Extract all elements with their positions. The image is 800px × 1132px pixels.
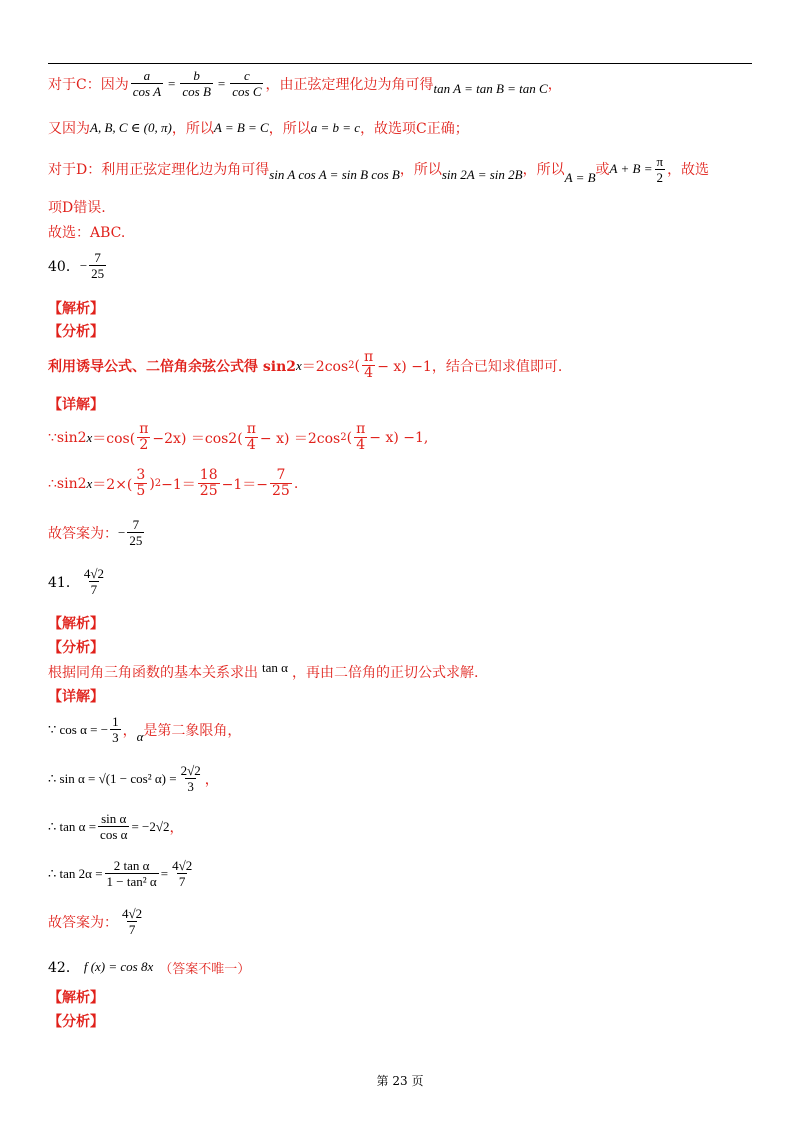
q40-answer: 故答案为： − $\frac{7}{25}$ bbox=[48, 517, 143, 548]
q41-answer-fraction: $\frac{4√2}{7}$ bbox=[83, 566, 104, 597]
q40-xiangjie: 【详解】 bbox=[48, 397, 104, 413]
math-expression: sin A cos A = sin B cos B bbox=[269, 167, 400, 182]
math-expression: f (x) = cos 8x bbox=[83, 959, 154, 974]
q40-step-1: ∵sin2 x ＝cos( $\frac{\pi}{2}$ −2x) ＝cos2( $\frac{\pi}{4}$ − x) ＝2cos 2 ( $\frac{\pi}{4}$ − x) −1, bbox=[48, 421, 429, 453]
text: ，故选项C正确； bbox=[360, 121, 469, 137]
fraction-pi-2: $\frac{\pi}{2}$ bbox=[139, 421, 149, 453]
q40-jiexi: 【解析】 bbox=[48, 301, 104, 317]
q42-heading bbox=[48, 957, 250, 977]
fraction-c-cosC: $\frac{c}{\text{cos C}}$ bbox=[232, 68, 262, 99]
fraction-2sqrt2-3: $\frac{2√2}{3}$ bbox=[180, 763, 201, 794]
fraction-3-5: $\frac{3}{5}$ bbox=[136, 467, 146, 499]
text: ，故选 bbox=[667, 162, 710, 178]
fraction-7-25: $\frac{7}{25}$ bbox=[272, 467, 290, 499]
q40-step-2: ∴sin2 x ＝2×( $\frac{3}{5}$ ) 2 −1＝ $\frac{18}{25}$ −1＝− $\frac{7}{25}$ . bbox=[48, 467, 299, 499]
text: 项D错误. bbox=[48, 200, 106, 216]
fraction-1-3: $\frac{1}{3}$ bbox=[112, 714, 119, 745]
text: 故选：ABC. bbox=[48, 225, 126, 241]
note: （答案不唯一） bbox=[159, 961, 251, 977]
q41-step-3: ∴ tan α = $\frac{\text{sin α}}{\text{cos α}}$ = −2√2 ， bbox=[48, 811, 184, 842]
text: ，所以 bbox=[171, 121, 214, 137]
question-number: 40． bbox=[48, 258, 80, 275]
q41-step-1: ∵ cos α = − $\frac{1}{3}$ ， α 是第二象限角， bbox=[48, 714, 242, 745]
q40-answer-fraction: $\frac{7}{25}$ bbox=[91, 250, 105, 281]
fraction-pi-4: $\frac{\pi}{4}$ bbox=[356, 421, 366, 453]
math-expression: A = B = C bbox=[213, 120, 269, 135]
q41-heading bbox=[48, 566, 108, 597]
text: ，所以 bbox=[399, 162, 442, 178]
q41-step-2: ∴ sin α = √(1 − cos² α) = $\frac{2√2}{3}$ ， bbox=[48, 763, 219, 794]
text: 或 bbox=[595, 162, 610, 178]
math-expression: a = b = c bbox=[310, 120, 361, 135]
q41-jiexi: 【解析】 bbox=[48, 616, 104, 632]
q41-fenxi: 【分析】 bbox=[48, 640, 104, 656]
q40-heading bbox=[48, 250, 108, 281]
q42-fenxi: 【分析】 bbox=[48, 1014, 104, 1030]
fraction-b-cosB: $\frac{b}{\text{cos B}}$ bbox=[182, 68, 211, 99]
fraction-sin-cos: $\frac{\text{sin α}}{\text{cos α}}$ bbox=[100, 811, 128, 842]
text: 又因为 bbox=[48, 121, 90, 137]
q41-answer: 故答案为： $\frac{4√2}{7}$ bbox=[48, 906, 143, 937]
q42-jiexi: 【解析】 bbox=[48, 990, 104, 1006]
fraction-pi-2: $\frac{\pi}{2}$ bbox=[656, 153, 664, 185]
fraction-18-25: $\frac{18}{25}$ bbox=[199, 467, 218, 499]
math-expression: sin 2A = sin 2B bbox=[441, 167, 523, 182]
math-expression: A, B, C ∈ (0, π) bbox=[90, 120, 172, 135]
question-number: 41． bbox=[48, 574, 80, 591]
q40-analysis: 利用诱导公式、二倍角余弦公式得 sin2 x ＝2cos 2 ( $\frac{\pi}{4}$ − x) −1，结合已知求值即可. bbox=[48, 349, 563, 381]
q41-step-4: ∴ tan 2α = $\frac{\text{2 tan α}}{\text{1 − tan² α}}$ = $\frac{4√2}{7}$ bbox=[48, 858, 193, 889]
option-c-line-2 bbox=[48, 118, 469, 138]
text: ，由正弦定理化边为角可得 bbox=[265, 76, 434, 93]
q41-answer-fraction: $\frac{4√2}{7}$ bbox=[122, 906, 143, 937]
text: 对于C：因为 bbox=[48, 76, 129, 93]
option-d-line bbox=[48, 152, 709, 186]
fraction-pi-4: $\frac{\pi}{4}$ bbox=[246, 421, 256, 453]
fraction-4sqrt2-7: $\frac{4√2}{7}$ bbox=[172, 858, 193, 889]
fraction-2tan-1mtan2: $\frac{\text{2 tan α}}{\text{1 − tan² α}}$ bbox=[106, 858, 157, 889]
math-expression: A + B = bbox=[609, 161, 653, 176]
math-expression: tan A = tan B = tan C bbox=[433, 80, 548, 96]
question-number: 42． bbox=[48, 960, 80, 976]
page-number: 第 23 页 bbox=[376, 1074, 424, 1088]
option-d-line-2 bbox=[48, 197, 106, 217]
text: ， bbox=[547, 76, 562, 93]
header-rule bbox=[48, 63, 752, 64]
text: ，所以 bbox=[268, 121, 311, 137]
q41-xiangjie: 【详解】 bbox=[48, 689, 104, 705]
choice-line bbox=[48, 222, 125, 242]
option-c-line: 对于C：因为 $\frac{a}{\text{cos A}}$ = $\frac{b}{\text{cos B}}$ = $\frac{c}{\text{cos C}}$ ，由正弦定理化边为角可得 tan A = tan B = tan C ， bbox=[48, 68, 562, 99]
q41-analysis: 根据同角三角函数的基本关系求出 tan α ，再由二倍角的正切公式求解. bbox=[48, 660, 479, 681]
fraction-pi-4: $\frac{\pi}{4}$ bbox=[364, 349, 374, 381]
q40-fenxi: 【分析】 bbox=[48, 324, 104, 340]
minus-sign: − bbox=[79, 257, 88, 273]
text: 对于D：利用正弦定理化边为角可得 bbox=[48, 162, 270, 178]
fraction-a-cosA: $\frac{a}{\text{cos A}}$ bbox=[132, 68, 162, 99]
q40-answer-fraction: $\frac{7}{25}$ bbox=[129, 517, 143, 548]
text: ，所以 bbox=[522, 162, 565, 178]
math-expression: A = B bbox=[564, 170, 596, 185]
